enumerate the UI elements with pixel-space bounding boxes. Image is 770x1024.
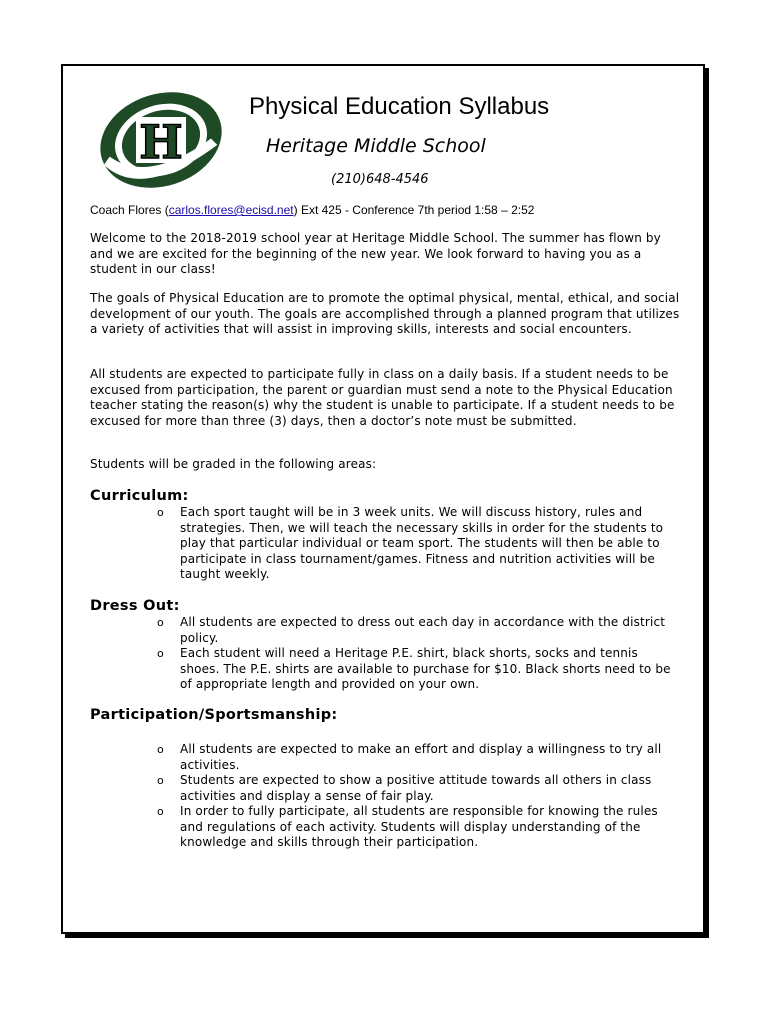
school-name: Heritage Middle School [266, 135, 486, 157]
sportsmanship-list [155, 742, 680, 851]
dress-out-list [155, 615, 680, 693]
graded-areas-intro: Students will be graded in the following areas: [90, 457, 377, 471]
goals-paragraph: The goals of Physical Education are to promote the optimal physical, mental, ethical, and social development of our youth. The goals are accomplished through a planned program that utilizes a variety of activities that will assist in improving skills, interests and social encounters. [90, 291, 680, 336]
logo-letter: H [139, 115, 183, 169]
curriculum-list [155, 505, 680, 583]
list-item: o All students are expected to make an effort and display a willingness to try all activities. [155, 742, 680, 773]
sportsmanship-heading: Participation/Sportsmanship: [90, 707, 338, 723]
curriculum-heading: Curriculum: [90, 488, 189, 504]
coach-email-link[interactable]: carlos.flores@ecisd.net [168, 203, 294, 217]
list-item: o Each sport taught will be in 3 week units. We will discuss history, rules and strategies. Then, we will teach the necessary skills in order for the students to play that particular individual or team sport. The students will then be able to participate in class tournament/games. Fitness and nutrition activities will be taught weekly. [155, 505, 680, 583]
welcome-paragraph: Welcome to the 2018-2019 school year at Heritage Middle School. The summer has flown by and we are excited for the beginning of the new year. We look forward to having you as a student in our class! [90, 231, 661, 276]
dress-out-heading: Dress Out: [90, 598, 180, 614]
heritage-logo [95, 84, 227, 196]
list-item: o Students are expected to show a positive attitude towards all others in class activities and display a sense of fair play. [155, 773, 680, 804]
page-title: Physical Education Syllabus [249, 93, 550, 120]
coach-prefix: Coach Flores ( [90, 203, 169, 217]
list-item: o All students are expected to dress out each day in accordance with the district policy. [155, 615, 680, 646]
coach-contact [90, 203, 534, 217]
list-item: o Each student will need a Heritage P.E. shirt, black shorts, socks and tennis shoes. The P.E. shirts are available to purchase for $10. Black shorts need to be of appropriate length and provided on your own. [155, 646, 680, 693]
coach-suffix: ) Ext 425 - Conference 7th period 1:58 – 2:52 [293, 203, 535, 217]
school-phone: (210)648-4546 [331, 172, 429, 187]
list-item: o In order to fully participate, all students are responsible for knowing the rules and regulations of each activity. Students will display understanding of the knowledge and skills through their participation. [155, 804, 680, 851]
participation-paragraph: All students are expected to participate fully in class on a daily basis. If a student needs to be excused from participation, the parent or guardian must send a note to the Physical Education teacher stating the reason(s) why the student is unable to participate. If a student needs to be excused for more than three (3) days, then a doctor’s note must be submitted. [90, 367, 675, 428]
